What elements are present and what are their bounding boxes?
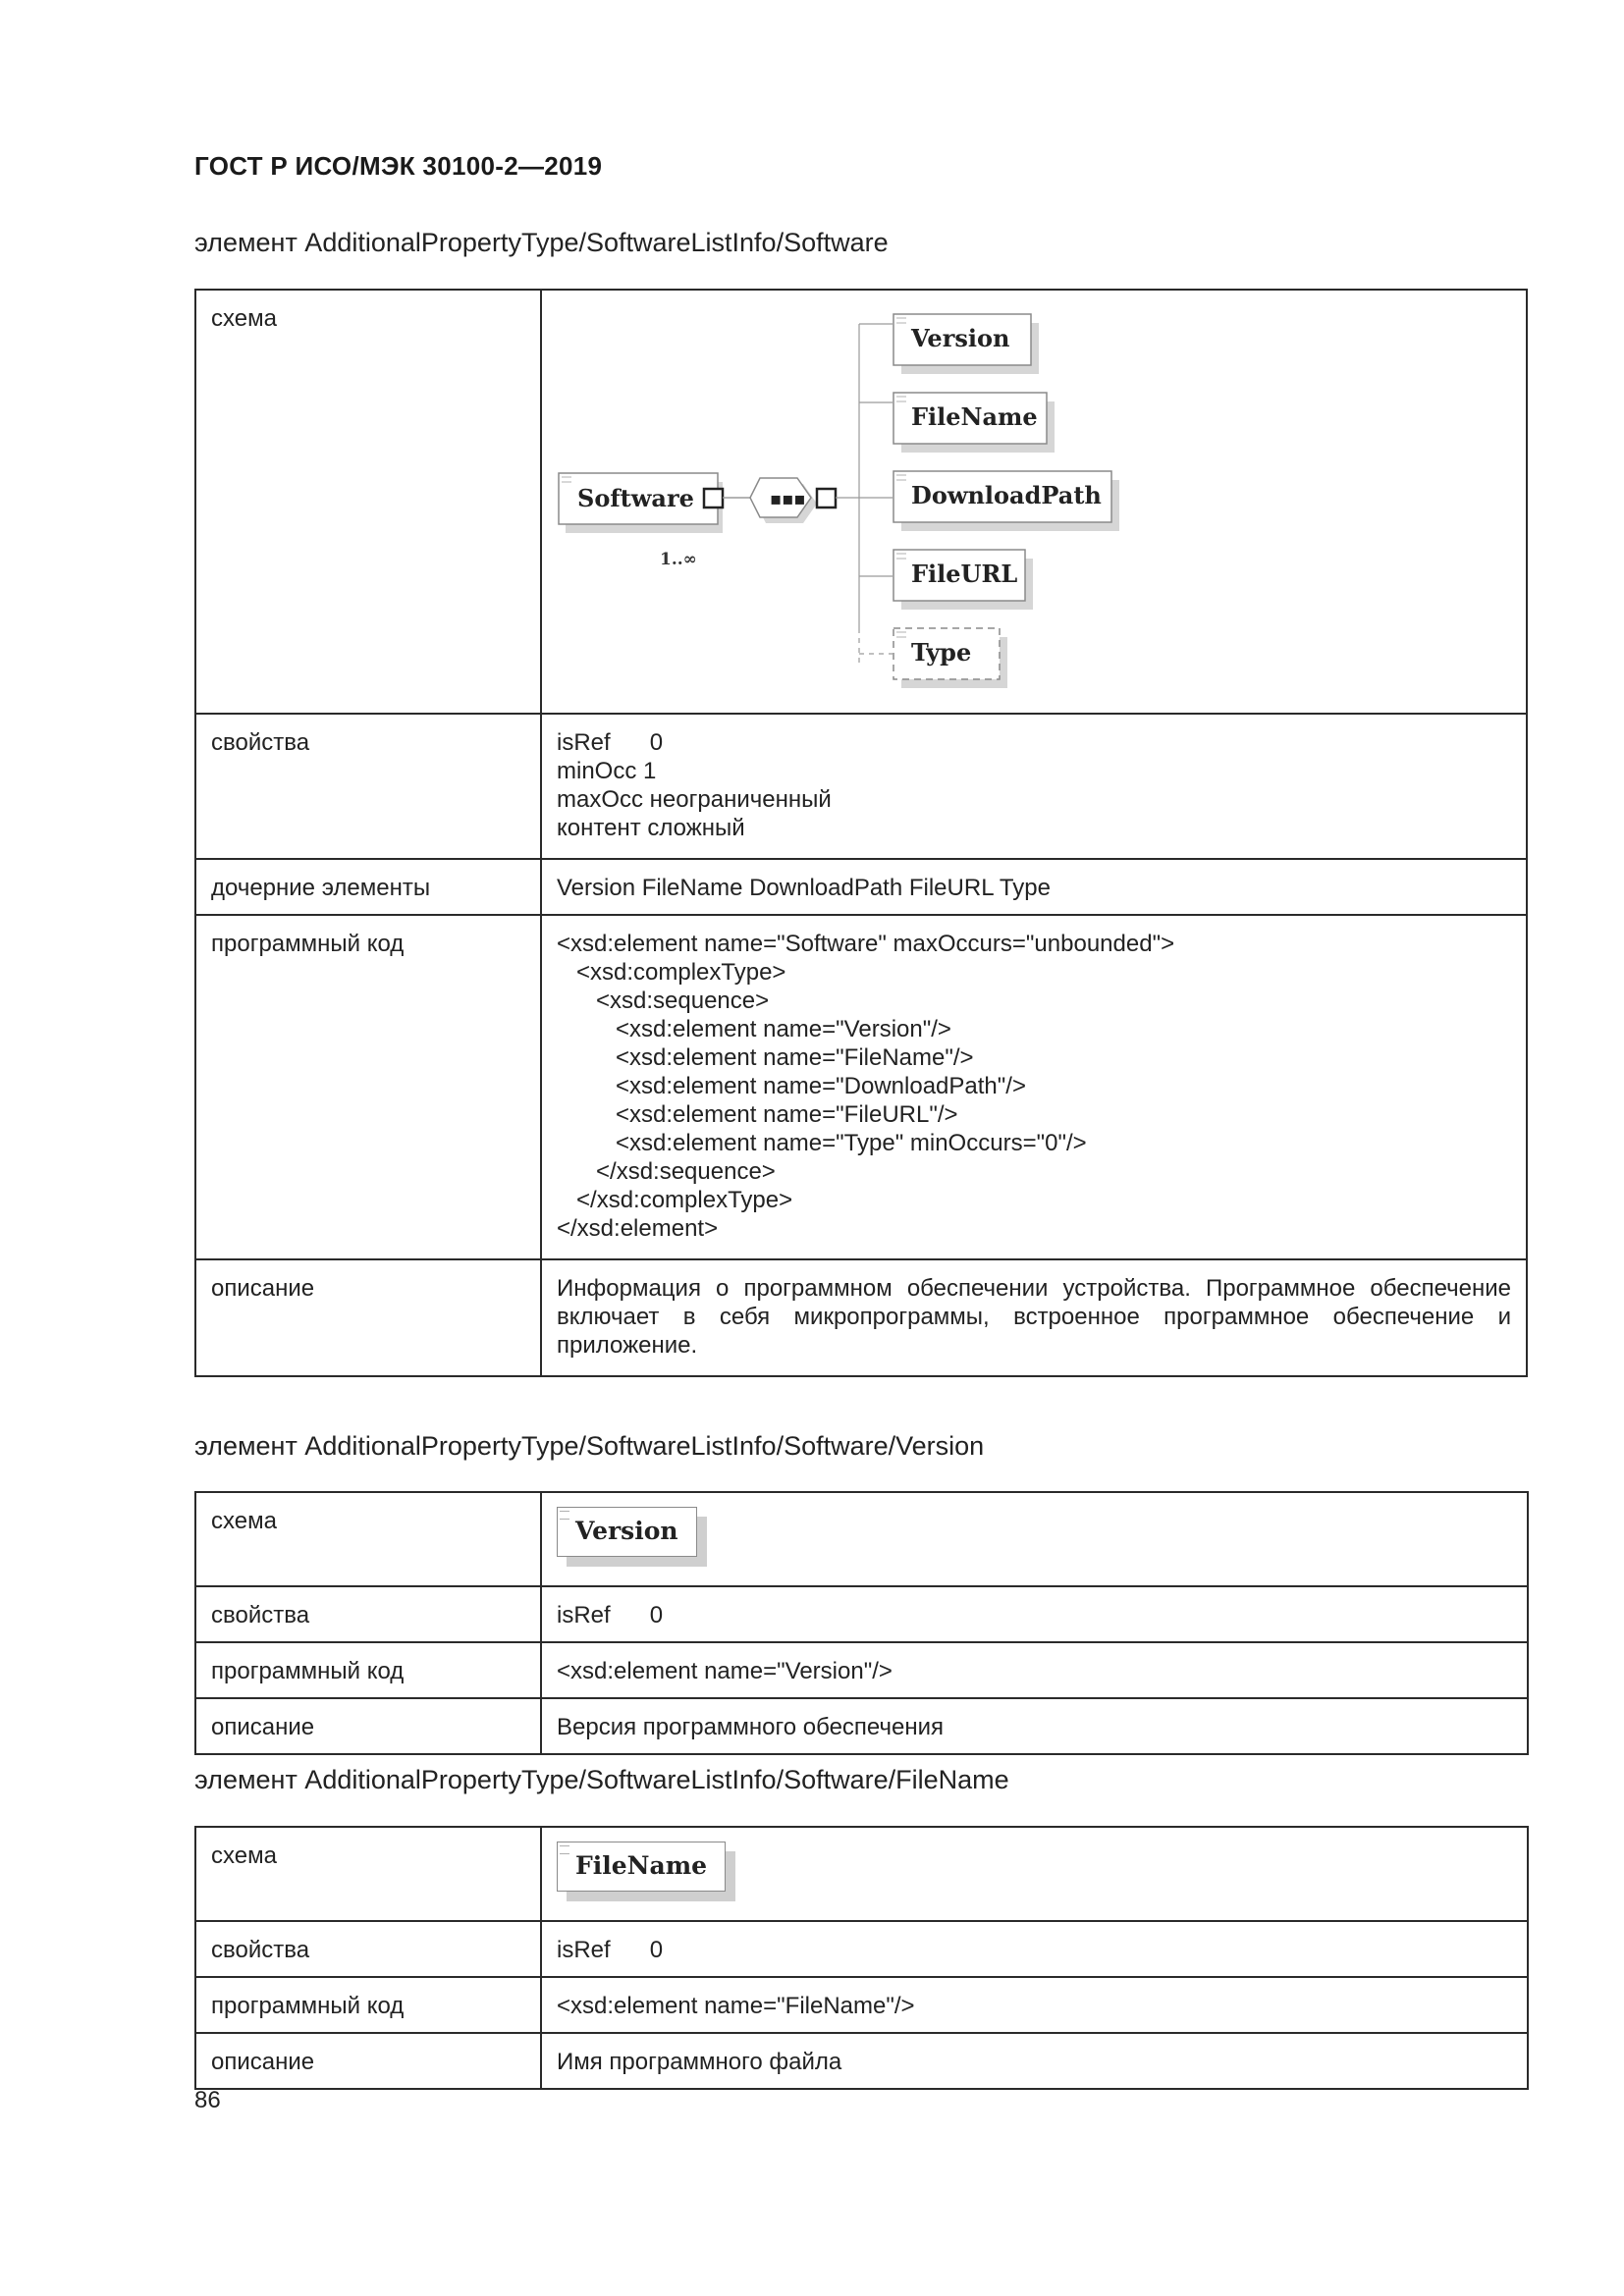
code-line: <xsd:sequence> <box>557 988 770 1014</box>
description-cell: Имя программного файла <box>541 2033 1528 2089</box>
property-line: isRef 0 <box>557 729 664 756</box>
schema-cell <box>541 1827 1528 1921</box>
table-row <box>195 1977 1528 2033</box>
property-line: minOcc 1 <box>557 758 657 784</box>
code-line: <xsd:element name="Version"/> <box>557 1016 951 1042</box>
code-cell <box>541 915 1527 1259</box>
code-line: <xsd:complexType> <box>557 959 786 986</box>
child-element-fileurl[interactable] <box>893 550 1033 610</box>
software-element-label: Software <box>577 484 694 512</box>
section-title-filename: элемент AdditionalPropertyType/SoftwareListInfo/Software/FileName <box>194 1765 1009 1794</box>
child-element-type-optional[interactable] <box>893 628 1007 688</box>
section-title-version: элемент AdditionalPropertyType/SoftwareListInfo/Software/Version <box>194 1431 985 1461</box>
filename-element-box[interactable]: FileName <box>557 1842 726 1892</box>
section-title-software: элемент AdditionalPropertyType/SoftwareListInfo/Software <box>194 228 889 257</box>
table-row <box>195 1921 1528 1977</box>
table-row <box>195 1642 1528 1698</box>
child-element-filename[interactable] <box>893 393 1055 453</box>
child-label: Version <box>911 324 1010 352</box>
description-cell: Версия программного обеспечения <box>541 1698 1528 1754</box>
code-line: <xsd:element name="Software" maxOccurs="unbounded"> <box>557 931 1175 957</box>
code-cell: <xsd:element name="Version"/> <box>541 1642 1528 1698</box>
description-label: описание <box>195 2033 541 2089</box>
collapse-icon[interactable] <box>817 489 836 507</box>
property-line: контент сложный <box>557 815 745 841</box>
sequence-icon: ▪▪▪ <box>770 489 806 509</box>
code-line: </xsd:complexType> <box>557 1187 793 1213</box>
code-label: программный код <box>195 915 541 1259</box>
table-row <box>195 859 1527 915</box>
code-line: <xsd:element name="Type" minOccurs="0"/> <box>557 1130 1087 1156</box>
table-row <box>195 1492 1528 1586</box>
code-label: программный код <box>195 1977 541 2033</box>
child-element-version[interactable] <box>893 314 1039 374</box>
table-row <box>195 2033 1528 2089</box>
code-cell: <xsd:element name="FileName"/> <box>541 1977 1528 2033</box>
code-line: <xsd:element name="FileURL"/> <box>557 1101 958 1128</box>
multiplicity-label: 1..∞ <box>660 550 697 569</box>
child-label: FileName <box>911 402 1038 431</box>
children-cell: Version FileName DownloadPath FileURL Type <box>541 859 1527 915</box>
property-line: maxOcc неограниченный <box>557 786 832 813</box>
table-row <box>195 1586 1528 1642</box>
software-spec-table <box>194 289 1528 1377</box>
version-spec-table <box>194 1491 1529 1755</box>
table-row <box>195 290 1527 714</box>
table-row <box>195 1827 1528 1921</box>
description-label: описание <box>195 1698 541 1754</box>
properties-label: свойства <box>195 714 541 859</box>
child-label: Type <box>911 638 972 667</box>
description-label: описание <box>195 1259 541 1376</box>
code-line: </xsd:element> <box>557 1215 719 1242</box>
table-row <box>195 1698 1528 1754</box>
expand-icon[interactable] <box>704 489 723 507</box>
page-number: 86 <box>194 2087 221 2113</box>
properties-cell: isRef 0 <box>541 1586 1528 1642</box>
software-schema-diagram <box>542 291 1524 713</box>
code-line: <xsd:element name="FileName"/> <box>557 1044 974 1071</box>
code-line: <xsd:element name="DownloadPath"/> <box>557 1073 1026 1099</box>
child-label: FileURL <box>911 560 1018 588</box>
child-element-downloadpath[interactable] <box>893 471 1119 531</box>
table-row <box>195 915 1527 1259</box>
children-label: дочерние элементы <box>195 859 541 915</box>
version-element-box[interactable]: Version <box>557 1507 697 1557</box>
schema-cell <box>541 290 1527 714</box>
schema-label: схема <box>195 1827 541 1921</box>
properties-label: свойства <box>195 1921 541 1977</box>
description-cell: Информация о программном обеспечении устройства. Программное обеспечение включает в себя микропрограммы, встроенное программное обеспечение и приложение. <box>541 1259 1527 1376</box>
properties-label: свойства <box>195 1586 541 1642</box>
table-row <box>195 714 1527 859</box>
properties-cell <box>541 714 1527 859</box>
table-row <box>195 1259 1527 1376</box>
schema-label: схема <box>195 1492 541 1586</box>
code-line: </xsd:sequence> <box>557 1158 776 1185</box>
filename-spec-table <box>194 1826 1529 2090</box>
schema-label: схема <box>195 290 541 714</box>
code-label: программный код <box>195 1642 541 1698</box>
schema-cell <box>541 1492 1528 1586</box>
properties-cell: isRef 0 <box>541 1921 1528 1977</box>
child-label: DownloadPath <box>911 481 1102 509</box>
document-header: ГОСТ Р ИСО/МЭК 30100-2—2019 <box>194 151 603 181</box>
